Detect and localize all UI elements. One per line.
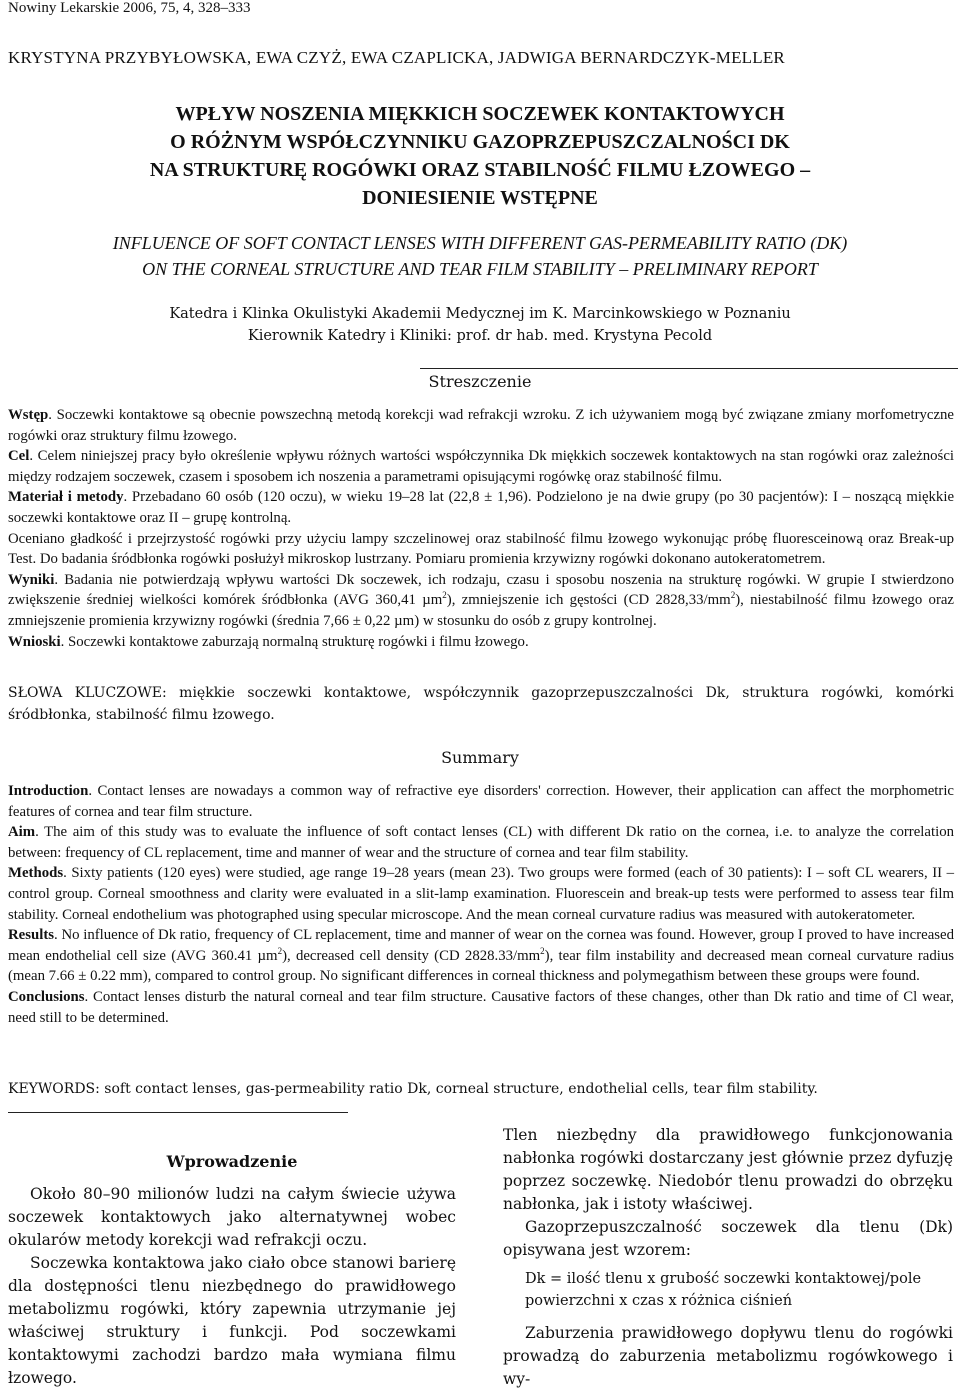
abstract-label: Wstęp [8,407,49,423]
abstract-label: Wyniki [8,571,55,588]
abstract-paragraph [8,405,954,446]
abstract-paragraph [8,987,954,1028]
abstract-paragraph [8,925,954,987]
abstract-label: Introduction [8,783,89,799]
abstract-text: . Sixty patients (120 eyes) were studied, age range 19–28 years (mean 23). Two groups were formed (each of 30 patients): I – soft CL wearers, II – control group. Corneal smoothness and clarity were evaluated in a slit-lamp examination. Fluorescein and break-up tests were performed to assess tear film stability. Corneal endothelium was photographed using specular microscope. And the mean corneal curvature radius was measured with autokeratometer. [8,865,954,923]
author-list: KRYSTYNA PRZYBYŁOWSKA, EWA CZYŻ, EWA CZAPLICKA, JADWIGA BERNARDCZYK-MELLER [8,48,785,67]
english-title [0,230,960,282]
abstract-text: . Przebadano 60 osób (120 oczu), w wieku 19–28 lat (22,8 ± 1,96). Podzielono je na dwie grupy (po 30 pacjentów): I – noszącą miękkie soczewki kontaktowe oraz II – grupę kontrolną. [8,489,955,526]
abstract-label: Results [8,927,55,944]
abstract-text: . Soczewki kontaktowe są obecnie powszechną metodą korekcji wad refrakcji wzroku. Z ich używaniem mogą być związane zmiany morfometryczne rogówki oraz struktury filmu łzowego. [8,407,954,444]
abstract-paragraph [8,570,954,632]
body-paragraph: Tlen niezbędny dla prawidłowego funkcjonowania nabłonka rogówki dostarczany jest głównie przez dyfuzję poprzez soczewkę. Niedobór tlenu prowadzi do obrzęku nabłonka, jak i istoty właściwej. [503,1126,953,1213]
right-column [503,1124,953,1391]
abstract-text: . The aim of this study was to evaluate the influence of soft contact lenses (CL) with different Dk ratio on the cornea, i.e. to analyze the correlation between: frequency of CL replacement, time and manner of wear and the structure of cornea and tear film stability. [8,824,954,861]
abstract-text: . Celem niniejszej pracy było określenie wpływu różnych wartości współczynnika Dk miękkich soczewek kontaktowych na stan rogówki oraz zależności między rodzajem soczewek, czasem i sposobem ich noszenia a parametrami opisującymi rogówkę oraz stabilność filmu. [8,448,954,485]
superscript: 2 [540,945,545,956]
abstract-label: Wnioski [8,633,61,650]
dk-formula: Dk = ilość tlenu x grubość soczewki kontaktowej/pole powierzchni x czas x różnica ciśnień [525,1271,922,1309]
abstract-text: . Badania nie potwierdzają wpływu wartości Dk soczewek, ich rodzaju, czasu i sposobu noszenia na strukturę rogówki. W grupie I stwierdzono zwiększenie średniej wielkości komórek śródbłonka (AVG 360,41 µm [8,571,954,609]
abstract-label: Conclusions [8,988,85,1005]
abstract-text: ), tear film instability and decreased mean corneal curvature radius (mean 7.66 ± 0.22 mm), compared to control group. No significant differences in corneal thickness and polymegathism between these groups were found. [8,947,954,985]
abstract-label: Aim [8,824,36,841]
english-abstract [8,781,954,1028]
body-paragraph: Około 80–90 milionów ludzi na całym świecie używa soczewek kontaktowych jako alternatywnej wobec okularów metody korekcji wad refrakcji oczu. [8,1185,456,1249]
superscript: 2 [442,590,447,601]
english-title-line: ON THE CORNEAL STRUCTURE AND TEAR FILM STABILITY – PRELIMINARY REPORT [142,259,818,279]
polish-title-line: DONIESIENIE WSTĘPNE [362,187,598,209]
journal-citation: Nowiny Lekarskie 2006, 75, 4, 328–333 [8,0,251,16]
abstract-text: ), decreased cell density (CD 2828.33/mm [282,947,541,964]
wprowadzenie-heading: Wprowadzenie [166,1152,298,1171]
abstract-paragraph: Oceniano gładkość i przejrzystość rogówki przy użyciu lampy szczelinowej oraz stabilność filmu łzowego wykonując próbę fluoresceinową oraz Break-up Test. Do badania śródbłonka rogówki posłużył mikroskop lustrzany. Pomiaru promienia krzywizny rogówki dokonano autokeratometrem. [8,530,954,568]
abstract-label: Cel [8,448,30,465]
abstract-text: ), zmniejszenie ich gęstości (CD 2828,33/mm [446,592,731,609]
polish-keywords: SŁOWA KLUCZOWE: miękkie soczewki kontaktowe, współczynnik gazoprzepuszczalności Dk, struktura rogówki, komórki śródbłonka, stabilność filmu łzowego. [8,685,954,723]
affiliation [0,303,960,347]
abstract-paragraph [8,781,954,822]
superscript: 2 [277,945,283,956]
polish-title-line: NA STRUKTURĘ ROGÓWKI ORAZ STABILNOŚĆ FILMU ŁZOWEGO – [149,159,811,181]
superscript: 2 [730,590,736,601]
polish-title-line: O RÓŻNYM WSPÓŁCZYNNIKU GAZOPRZEPUSZCZALNOŚCI DK [170,131,790,153]
affiliation-line: Kierownik Katedry i Kliniki: prof. dr hab. med. Krystyna Pecold [247,328,713,344]
abstract-label: Methods [8,865,64,882]
body-paragraph: Gazoprzepuszczalność soczewek dla tlenu (Dk) opisywana jest wzorem: [503,1218,953,1259]
abstract-text: . Contact lenses disturb the natural corneal and tear film structure. Causative factors of these changes, other than Dk ratio and time of Cl wear, need still to be determined. [8,988,954,1026]
abstract-label: Materiał i metody [8,489,124,506]
abstract-text: . Contact lenses are nowadays a common way of refractive eye disorders' correction. However, their application can affect the morphometric features of cornea and tear film structure. [8,783,954,820]
streszczenie-heading: Streszczenie [428,372,532,391]
body-paragraph: Zaburzenia prawidłowego dopływu tlenu do rogówki prowadzą do zaburzenia metabolizmu rogówkowego i wy- [503,1324,953,1388]
abstract-paragraph [8,446,954,487]
abstract-text: . No influence of Dk ratio, frequency of CL replacement, time and manner of wear on the cornea was found. However, group I proved to have increased mean endothelial cell size (AVG 360.41 µm [8,927,954,964]
polish-title [0,100,960,212]
body-paragraph: Soczewka kontaktowa jako ciało obce stanowi barierę dla dostępności tlenu niezbędnego do prawidłowego metabolizmu rogówki, który zapewnia utrzymanie jej właściwej struktury i funkcji. Pod soczewkami kontaktowymi zachodzi bardzo mała wymiana filmu łzowego. [8,1254,456,1387]
divider [8,1112,348,1113]
abstract-text: . Soczewki kontaktowe zaburzają normalną strukturę rogówki i filmu łzowego. [60,633,529,650]
abstract-paragraph [8,863,954,925]
polish-abstract [8,405,954,652]
english-title-line: INFLUENCE OF SOFT CONTACT LENSES WITH DIFFERENT GAS-PERMEABILITY RATIO (DK) [112,233,848,253]
divider [420,368,958,369]
abstract-paragraph [8,632,954,653]
left-column [8,1150,456,1390]
summary-heading: Summary [441,748,519,767]
polish-title-line: WPŁYW NOSZENIA MIĘKKICH SOCZEWEK KONTAKTOWYCH [175,103,785,125]
abstract-paragraph [8,822,954,863]
english-keywords: KEYWORDS: soft contact lenses, gas-permeability ratio Dk, corneal structure, endothelial cells, tear film stability. [8,1081,818,1097]
abstract-paragraph [8,487,954,528]
affiliation-line: Katedra i Klinka Okulistyki Akademii Medycznej im K. Marcinkowskiego w Poznaniu [169,306,791,322]
abstract-text: ), niestabilność filmu łzowego oraz zmniejszenie promienia krzywizny rogówki (średnia 7,66 ± 0,22 µm) w stosunku do osób z grupy kontrolnej. [8,592,955,629]
